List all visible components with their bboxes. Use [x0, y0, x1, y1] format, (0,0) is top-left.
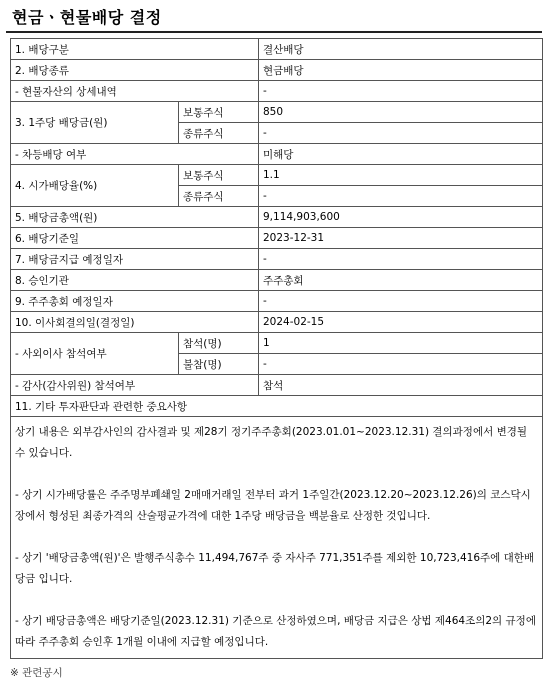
related-disclosure-label: ※ 관련공시: [10, 667, 63, 679]
sub-label: 보통주식: [179, 165, 259, 186]
table-row: [11, 165, 543, 186]
row-label: 11. 기타 투자판단과 관련한 중요사항: [11, 396, 543, 417]
row-value: -: [259, 354, 543, 375]
row-value: 주주총회: [259, 270, 543, 291]
row-label: 1. 배당구분: [11, 39, 259, 60]
table-row: [11, 81, 543, 102]
row-label: 9. 주주총회 예정일자: [11, 291, 259, 312]
notes-row: [11, 417, 543, 659]
table-row: [11, 207, 543, 228]
row-value: 1: [259, 333, 543, 354]
row-value: 1.1: [259, 165, 543, 186]
notes-cell: [11, 417, 543, 659]
table-row: [11, 144, 543, 165]
row-value: 미해당: [259, 144, 543, 165]
note-paragraph: - 상기 배당금총액은 배당기준일(2023.12.31) 기준으로 산정하였으며, 배당금 지급은 상법 제464조의2의 규정에 따라 주주총회 승인후 1개월 이내에 지급할 예정입니다.: [15, 615, 536, 648]
sub-label: 참석(명): [179, 333, 259, 354]
row-value: 9,114,903,600: [259, 207, 543, 228]
sub-label: 종류주식: [179, 123, 259, 144]
row-value: -: [259, 123, 543, 144]
page-title: 현금ㆍ현물배당 결정: [12, 8, 162, 27]
table-row: [11, 249, 543, 270]
sub-label: 보통주식: [179, 102, 259, 123]
note-paragraph: - 상기 시가배당률은 주주명부폐쇄일 2매매거래일 전부터 과거 1주일간(2023.12.20~2023.12.26)의 코스닥시장에서 형성된 최종가격의 산술평균가격에 대한 1주당 배당금을 백분율로 산정한 것입니다.: [15, 489, 531, 522]
table-row: [11, 291, 543, 312]
row-value: 2024-02-15: [259, 312, 543, 333]
row-label: - 사외이사 참석여부: [11, 333, 179, 375]
table-row: [11, 312, 543, 333]
row-value: 2023-12-31: [259, 228, 543, 249]
row-value: 참석: [259, 375, 543, 396]
table-row: [11, 60, 543, 81]
table-row: [11, 375, 543, 396]
note-paragraph: 상기 내용은 외부감사인의 감사결과 및 제28기 정기주주총회(2023.01.01~2023.12.31) 결의과정에서 변경될 수 있습니다.: [15, 426, 528, 459]
row-value: -: [259, 81, 543, 102]
row-label: 3. 1주당 배당금(원): [11, 102, 179, 144]
title-divider: [6, 31, 542, 33]
row-label: 10. 이사회결의일(결정일): [11, 312, 259, 333]
table-row: [11, 270, 543, 291]
table-row: [11, 396, 543, 417]
note-paragraph: - 상기 '배당금총액(원)'은 발행주식총수 11,494,767주 중 자사주 771,351주를 제외한 10,723,416주에 대한배당금 입니다.: [15, 552, 535, 585]
row-label: 6. 배당기준일: [11, 228, 259, 249]
row-label: - 현물자산의 상세내역: [11, 81, 259, 102]
table-row: [11, 39, 543, 60]
row-label: 4. 시가배당율(%): [11, 165, 179, 207]
row-value: 결산배당: [259, 39, 543, 60]
row-value: 현금배당: [259, 60, 543, 81]
row-label: - 감사(감사위원) 참석여부: [11, 375, 259, 396]
row-label: 5. 배당금총액(원): [11, 207, 259, 228]
row-label: 2. 배당종류: [11, 60, 259, 81]
row-label: 8. 승인기관: [11, 270, 259, 291]
row-value: -: [259, 249, 543, 270]
sub-label: 불참(명): [179, 354, 259, 375]
table-row: [11, 228, 543, 249]
row-value: 850: [259, 102, 543, 123]
table-row: [11, 102, 543, 123]
row-value: -: [259, 186, 543, 207]
row-label: 7. 배당금지급 예정일자: [11, 249, 259, 270]
disclosure-table: [10, 38, 543, 659]
sub-label: 종류주식: [179, 186, 259, 207]
row-label: - 차등배당 여부: [11, 144, 259, 165]
table-row: [11, 333, 543, 354]
row-value: -: [259, 291, 543, 312]
